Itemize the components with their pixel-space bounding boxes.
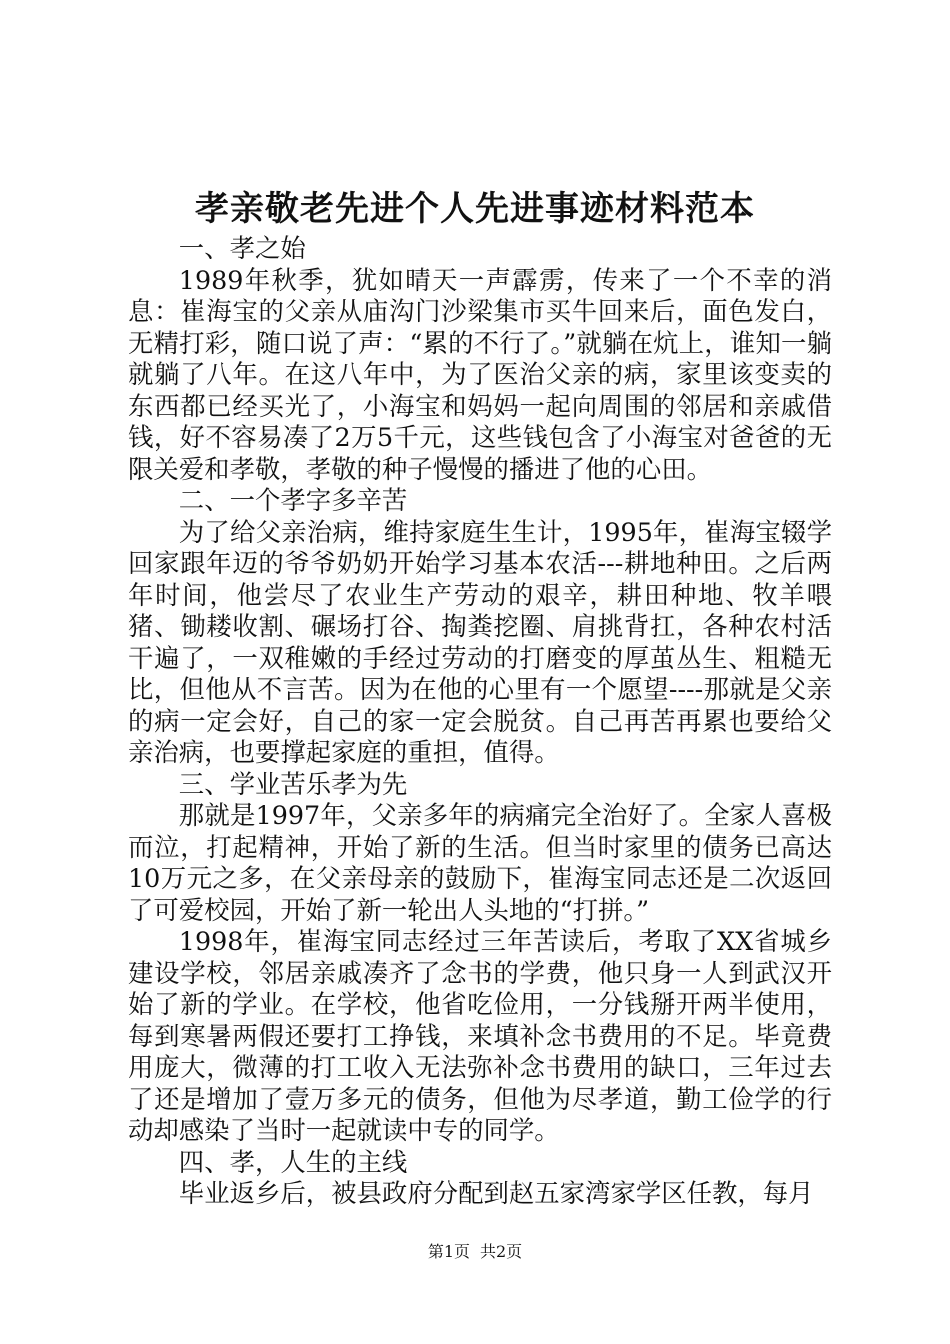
section-heading: 二、一个孝字多辛苦 [178, 485, 408, 515]
section-heading: 四、孝，人生的主线 [178, 1146, 408, 1177]
paragraph: 为了给父亲治病，维持家庭生生计，1995年，崔海宝辍学回家跟年迈的爷爷奶奶开始学习基本农活---耕地种田。之后两年时间，他尝尽了农业生产劳动的艰辛，耕田种地、牧羊喂猪、锄耧收割、碾场打谷、掏粪挖圈、肩挑背扛，各种农村活干遍了，一双稚嫩的手经过劳动的打磨变的厚茧丛生、粗糙无比，但他从不言苦。因为在他的心里有一个愿望----那就是父亲的病一定会好，自己的家一定会脱贫。自己再苦再累也要给父亲治病，也要撑起家庭的重担，值得。 [128, 516, 832, 767]
paragraph: 1998年，崔海宝同志经过三年苦读后，考取了XX省城乡建设学校，邻居亲戚凑齐了念书的学费，他只身一人到武汉开始了新的学业。在学校，他省吃俭用，一分钱掰开两半使用，每到寒暑两假还要打工挣钱，来填补念书费用的不足。毕竟费用庞大，微薄的打工收入无法弥补念书费用的缺口，三年过去了还是增加了壹万多元的债务，但他为尽孝道，勤工俭学的行动却感染了当时一起就读中专的同学。 [128, 926, 832, 1145]
page-total: 共2页 [480, 1242, 523, 1261]
page-footer [0, 1241, 950, 1263]
paragraph: 1989年秋季，犹如晴天一声霹雳，传来了一个不幸的消息：崔海宝的父亲从庙沟门沙梁集市买牛回来后，面色发白，无精打彩，随口说了声：“累的不行了。”就躺在炕上，谁知一躺就躺了八年。在这八年中，为了医治父亲的病，家里该变卖的东西都已经买光了，小海宝和妈妈一起向周围的邻居和亲戚借钱，好不容易凑了2万5千元，这些钱包含了小海宝对爸爸的无限关爱和孝敬，孝敬的种子慢慢的播进了他的心田。 [128, 264, 832, 484]
document-body [128, 233, 832, 1210]
document-title: 孝亲敬老先进个人先进事迹材料范本 [195, 189, 755, 229]
paragraph: 那就是1997年，父亲多年的病痛完全治好了。全家人喜极而泣，打起精神，开始了新的生活。但当时家里的债务已高达10万元之多，在父亲母亲的鼓励下，崔海宝同志还是二次返回了可爱校园，开始了新一轮出人头地的“打拼。” [128, 800, 832, 925]
page-number: 第1页 [427, 1242, 470, 1261]
paragraph: 毕业返乡后，被县政府分配到赵五家湾家学区任教，每月 [178, 1178, 814, 1208]
section-heading: 一、孝之始 [178, 233, 306, 263]
section-heading: 三、学业苦乐孝为先 [178, 768, 408, 799]
